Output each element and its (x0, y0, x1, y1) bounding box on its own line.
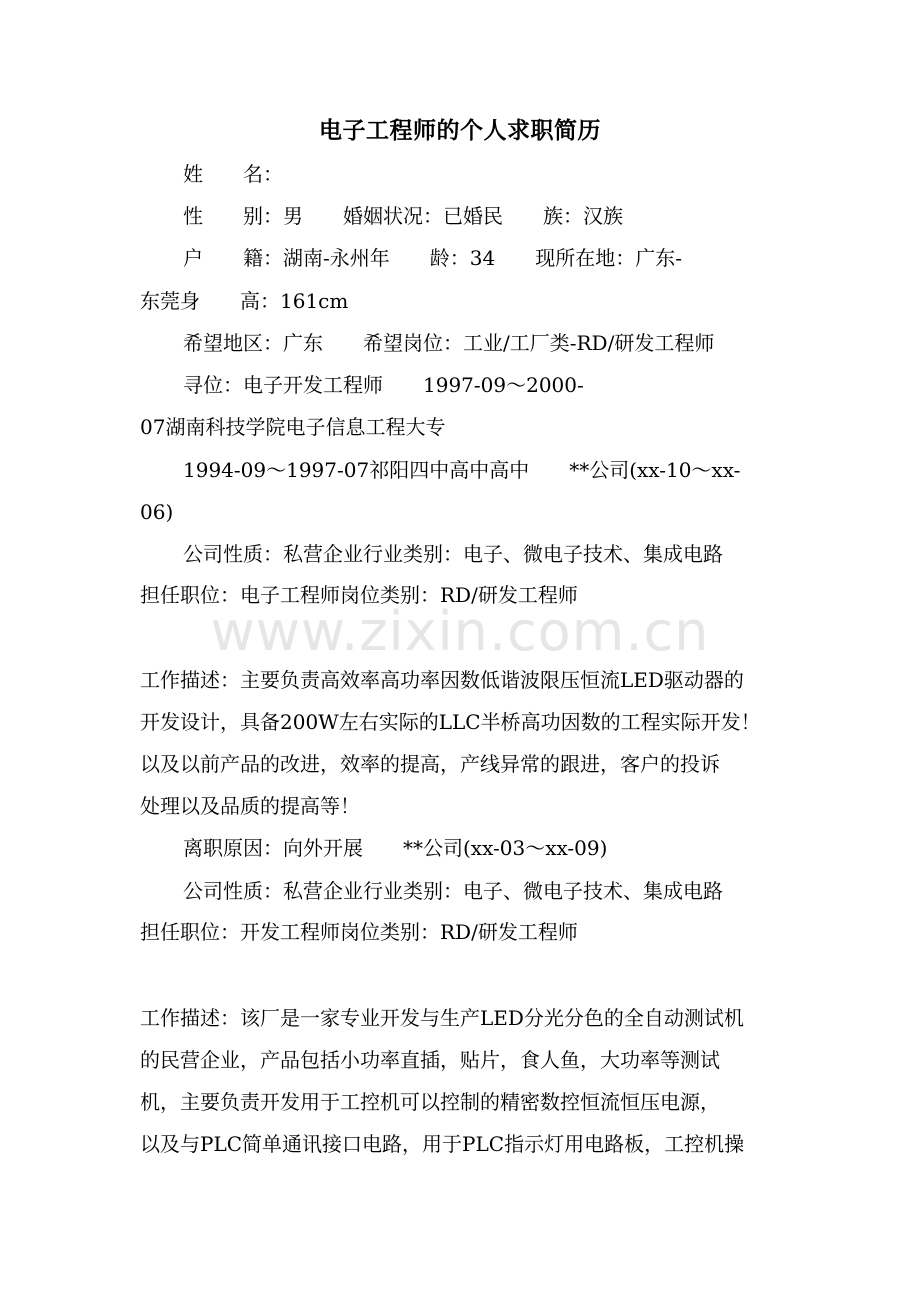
page-title: 电子工程师的个人求职简历 (319, 117, 601, 144)
company-period-end: 06) (140, 500, 174, 524)
field-hometown-age-location: 户 籍：湖南-永州年 龄：34 现所在地：广东- (183, 246, 682, 270)
job-title-1: 担任职位：电子工程师岗位类别：RD/研发工程师 (140, 583, 578, 607)
job-description-1-line-1: 工作描述：主要负责高效率高功率因数低谐波限压恒流LED驱动器的 (140, 668, 744, 692)
leave-reason-company-2: 离职原因：向外开展 **公司(xx-03～xx-09) (183, 836, 608, 860)
company-nature-2: 公司性质：私营企业行业类别：电子、微电子技术、集成电路 (183, 879, 723, 903)
job-description-1-line-2: 开发设计，具备200W左右实际的LLC半桥高功因数的工程实际开发！ (140, 710, 761, 734)
job-description-1-line-4: 处理以及品质的提高等！ (140, 794, 360, 818)
field-gender-marital-ethnicity: 性 别：男 婚姻状况：已婚民 族：汉族 (183, 204, 623, 228)
field-desired-region-position: 希望地区：广东 希望岗位：工业/工厂类-RD/研发工程师 (183, 331, 715, 355)
field-location-height: 东莞身 高：161cm (140, 289, 349, 313)
education-college: 07湖南科技学院电子信息工程大专 (140, 415, 446, 439)
field-name: 姓 名： (183, 162, 283, 186)
job-description-2-line-4: 以及与PLC简单通讯接口电路，用于PLC指示灯用电路板，工控机操 (140, 1132, 745, 1156)
job-description-2-line-3: 机，主要负责开发用于工控机可以控制的精密数控恒流恒压电源， (140, 1090, 720, 1114)
job-title-2: 担任职位：开发工程师岗位类别：RD/研发工程师 (140, 920, 578, 944)
company-nature-1: 公司性质：私营企业行业类别：电子、微电子技术、集成电路 (183, 542, 723, 566)
watermark: www.zixin.com.cn (210, 600, 710, 663)
job-description-2-line-2: 的民营企业，产品包括小功率直插，贴片，食人鱼，大功率等测试 (140, 1048, 720, 1072)
job-description-1-line-3: 以及以前产品的改进，效率的提高，产线异常的跟进，客户的投诉 (140, 752, 720, 776)
job-description-2-line-1: 工作描述：该厂是一家专业开发与生产LED分光分色的全自动测试机 (140, 1006, 744, 1030)
field-seeking-position-education: 寻位：电子开发工程师 1997-09～2000- (183, 373, 584, 397)
education-highschool-company: 1994-09～1997-07祁阳四中高中高中 **公司(xx-10～xx- (183, 458, 741, 482)
